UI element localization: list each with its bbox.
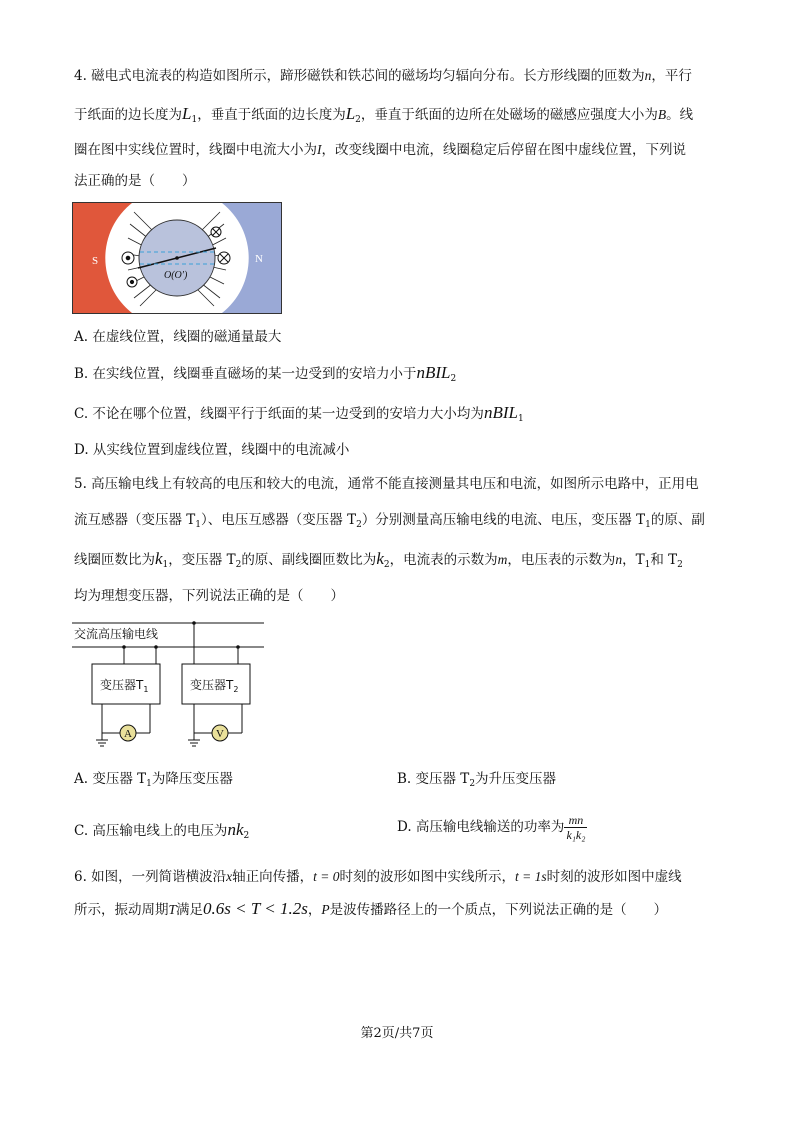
q5-line-3: 线圈匝数比为$k_1$，变压器 $T_2$的原、副线圈匝数比为$k_2$，电流表的示数为m，电压表的示数为n，$T_1$和 $T_2$ bbox=[74, 549, 683, 570]
q4-line-2: 于纸面的边长度为$L_1$，垂直于纸面的边长度为$L_2$，垂直于纸面的边所在处磁场的磁感应强度大小为B。线 bbox=[74, 104, 694, 125]
power-line-label: 交流高压输电线 bbox=[74, 627, 159, 641]
svg-text:V: V bbox=[216, 728, 224, 740]
q4-option-d[interactable]: D. 从实线位置到虚线位置，线圈中的电流减小 bbox=[74, 442, 350, 458]
q4-option-c[interactable]: C. 不论在哪个位置，线圈平行于纸面的某一边受到的安培力大小均为nBIL$_1$ bbox=[74, 403, 524, 424]
q5-option-d[interactable]: D. 高压输电线输送的功率为 $\frac{mn}{\text{k₁k₂}}$ bbox=[397, 813, 586, 842]
q5-option-c[interactable]: C. 高压输电线上的电压为$nk_2$ bbox=[74, 820, 250, 841]
q6-line-2: 所示，振动周期T满足0.6s < T < 1.2s，P是波传播路径上的一个质点，下列说法正确的是（ ） bbox=[74, 899, 668, 918]
q4-line-3: 圈在图中实线位置时，线圈中电流大小为I，改变线圈中电流，线圈稳定后停留在图中虚线位置，下列说 bbox=[74, 142, 686, 158]
voltmeter-icon bbox=[212, 725, 228, 741]
ammeter-icon bbox=[120, 725, 136, 741]
q5-option-b[interactable]: B. 变压器 $T_2$为升压变压器 bbox=[397, 771, 557, 789]
svg-text:A: A bbox=[124, 728, 132, 740]
t2-label: 变压器$T_2$ bbox=[190, 678, 239, 694]
q5-line-2: 流互感器（变压器 $T_1$）、电压互感器（变压器 $T_2$）分别测量高压输电线的电流、电压，变压器 $T_1$的原、副 bbox=[74, 512, 705, 530]
q6-line-1: 6. 如图，一列简谐横波沿x轴正向传播，t = 0时刻的波形如图中实线所示，t = 1s时刻的波形如图中虚线 bbox=[74, 869, 682, 885]
galvanometer-figure bbox=[72, 202, 282, 314]
n-pole-label: N bbox=[255, 253, 263, 265]
q4-option-a[interactable]: A. 在虚线位置，线圈的磁通量最大 bbox=[74, 329, 282, 345]
q5-line-1: 5. 高压输电线上有较高的电压和较大的电流，通常不能直接测量其电压和电流，如图所示电路中，正用电 bbox=[74, 476, 699, 492]
power-fraction: $\frac{mn}{\text{k₁k₂}}$ bbox=[566, 813, 586, 842]
q4-line-4: 法正确的是（ ） bbox=[74, 173, 196, 189]
q5-option-a[interactable]: A. 变压器 $T_1$为降压变压器 bbox=[74, 771, 233, 789]
q4-line-1: 4. 磁电式电流表的构造如图所示，蹄形磁铁和铁芯间的磁场均匀辐向分布。长方形线圈的匝数为n，平行 bbox=[74, 68, 692, 84]
center-label: O(O′) bbox=[164, 270, 188, 281]
page-footer: 第2页/共7页 bbox=[360, 1026, 434, 1041]
q5-line-4: 均为理想变压器，下列说法正确的是（ ） bbox=[74, 588, 344, 604]
q4-option-b[interactable]: B. 在实线位置，线圈垂直磁场的某一边受到的安培力小于nBIL$_2$ bbox=[74, 363, 457, 384]
s-pole-label: S bbox=[92, 255, 99, 267]
transformer-circuit-figure bbox=[72, 620, 268, 752]
t1-label: 变压器$T_1$ bbox=[100, 678, 149, 694]
